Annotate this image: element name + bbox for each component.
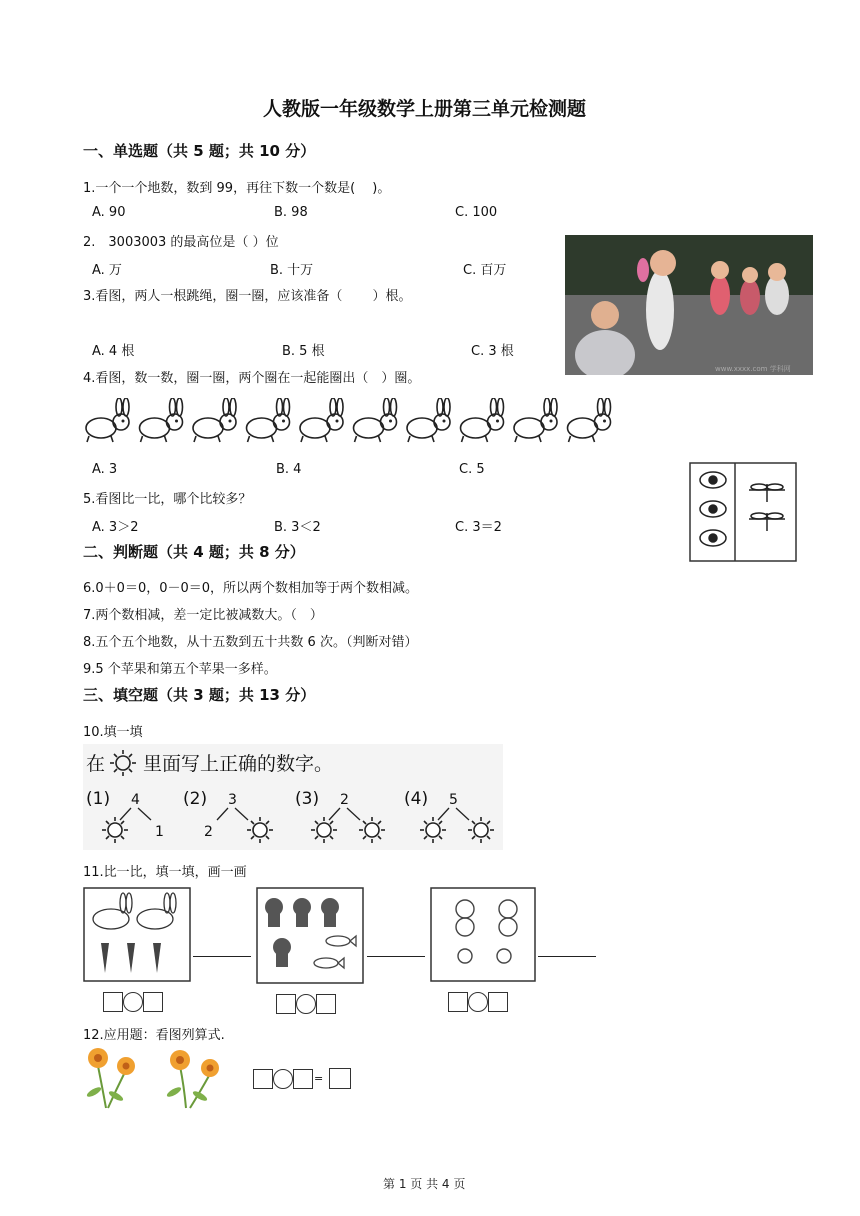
rabbit-icon	[140, 398, 183, 442]
item-label: (1)	[86, 789, 111, 809]
top-number: 2	[340, 792, 349, 808]
q1-option-a[interactable]: A. 90	[92, 205, 126, 220]
q2-option-a[interactable]: A. 万	[92, 263, 122, 278]
answer-box[interactable]	[103, 992, 123, 1012]
rabbit-icon	[407, 398, 450, 442]
rabbit-icon	[461, 398, 504, 442]
top-number: 3	[228, 792, 237, 808]
q5-option-b[interactable]: B. 3＜2	[274, 520, 321, 535]
answer-boxes-2[interactable]	[276, 993, 336, 1014]
bottom-number: 1	[155, 824, 164, 840]
q3-option-b[interactable]: B. 5 根	[282, 344, 325, 359]
top-number: 5	[449, 792, 458, 808]
answer-line-3[interactable]	[538, 956, 596, 957]
svg-text:里面写上正确的数字。: 里面写上正确的数字。	[143, 753, 334, 775]
question-12: 12.应用题：看图列算式.	[83, 1028, 225, 1043]
flowers-image	[80, 1046, 225, 1110]
rabbits-carrots-box	[83, 887, 191, 982]
answer-circle[interactable]	[296, 994, 316, 1014]
svg-text:www.xxxx.com 学科网: www.xxxx.com 学科网	[715, 365, 791, 373]
item-label: (2)	[183, 789, 208, 809]
rabbit-icon	[247, 398, 290, 442]
question-4: 4.看图，数一数，圈一圈，两个圈在一起能圈出（ ）圈。	[83, 371, 421, 386]
q5-option-a[interactable]: A. 3＞2	[92, 520, 139, 535]
answer-line-2[interactable]	[367, 956, 425, 957]
question-3: 3.看图，两人一根跳绳，圈一圈，应该准备（ ）根。	[83, 289, 412, 304]
rabbit-icon	[193, 398, 236, 442]
equals-sign: =	[314, 1072, 324, 1085]
q4-option-c[interactable]: C. 5	[459, 462, 485, 477]
answer-box[interactable]	[329, 1068, 351, 1089]
answer-circle[interactable]	[273, 1069, 293, 1089]
bottom-number: 2	[204, 824, 213, 840]
q2-option-c[interactable]: C. 百万	[463, 263, 507, 278]
question-2: 2. 3003003 的最高位是（ ）位	[83, 235, 279, 250]
section-heading-2: 二、判断题（共 4 题；共 8 分）	[83, 543, 305, 561]
rabbit-icon	[300, 398, 343, 442]
answer-box[interactable]	[448, 992, 468, 1012]
top-number: 4	[131, 792, 140, 808]
page-title: 人教版一年级数学上册第三单元检测题	[263, 98, 587, 120]
rabbit-icon	[86, 398, 129, 442]
question-1: 1.一个一个地数，数到 99，再往下数一个数是( )。	[83, 181, 391, 196]
answer-box[interactable]	[488, 992, 508, 1012]
children-playing-photo	[565, 235, 813, 375]
q3-option-a[interactable]: A. 4 根	[92, 344, 135, 359]
q1-option-c[interactable]: C. 100	[455, 205, 498, 220]
question-5: 5.看图比一比，哪个比较多？	[83, 492, 252, 507]
item-label: (4)	[404, 789, 429, 809]
q2-option-b[interactable]: B. 十万	[270, 263, 314, 278]
q4-option-b[interactable]: B. 4	[276, 462, 302, 477]
question-10: 10.填一填	[83, 725, 143, 740]
question-9: 9.5 个苹果和第五个苹果一多样。	[83, 662, 277, 677]
answer-circle[interactable]	[468, 992, 488, 1012]
question-8: 8.五个五个地数，从十五数到五十共数 6 次。（判断对错）	[83, 635, 418, 650]
answer-box[interactable]	[316, 994, 336, 1014]
answer-line-1[interactable]	[193, 956, 251, 957]
question-6: 6.0＋0＝0，0－0＝0，所以两个数相加等于两个数相减。	[83, 581, 419, 596]
rabbits-row-image	[83, 398, 621, 444]
answer-box[interactable]	[253, 1069, 273, 1089]
q4-option-a[interactable]: A. 3	[92, 462, 118, 477]
page-footer: 第 1 页 共 4 页	[383, 1177, 466, 1191]
monkeys-peaches-box	[430, 887, 536, 982]
section-heading-1: 一、单选题（共 5 题；共 10 分）	[83, 142, 316, 160]
flowers-dragonflies-image	[689, 462, 797, 562]
number-split-figure	[83, 744, 503, 850]
item-label: (3)	[295, 789, 320, 809]
answer-circle[interactable]	[123, 992, 143, 1012]
answer-box[interactable]	[293, 1069, 313, 1089]
q3-option-c[interactable]: C. 3 根	[471, 344, 514, 359]
answer-boxes-3[interactable]	[448, 991, 508, 1012]
section-heading-3: 三、填空题（共 3 题；共 13 分）	[83, 686, 316, 704]
q5-option-c[interactable]: C. 3＝2	[455, 520, 502, 535]
cats-fish-box	[256, 887, 364, 984]
answer-box[interactable]	[276, 994, 296, 1014]
question-7: 7.两个数相减，差一定比被减数大。（ ）	[83, 608, 323, 623]
svg-text:在: 在	[86, 753, 106, 775]
answer-boxes-1[interactable]	[103, 991, 163, 1012]
equation-boxes[interactable]	[253, 1068, 351, 1089]
question-11: 11.比一比，填一填，画一画	[83, 865, 247, 880]
rabbit-icon	[514, 398, 557, 442]
q1-option-b[interactable]: B. 98	[274, 205, 308, 220]
rabbit-icon	[354, 398, 397, 442]
answer-box[interactable]	[143, 992, 163, 1012]
rabbit-icon	[568, 398, 611, 442]
